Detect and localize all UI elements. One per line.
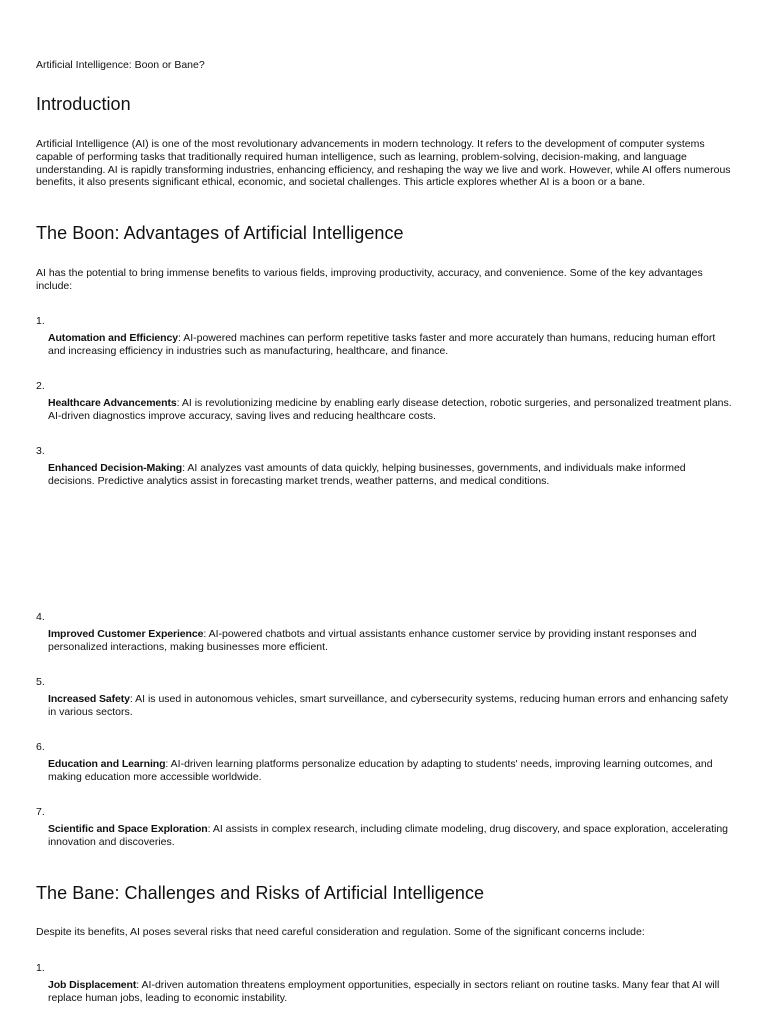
list-item-description: : AI-driven learning platforms personalize education by adapting to students' needs, improving learning outcomes, and making education more accessible worldwide. bbox=[48, 758, 713, 783]
list-item-number: 3. bbox=[36, 445, 45, 457]
introduction-heading: Introduction bbox=[36, 94, 131, 114]
boon-heading: The Boon: Advantages of Artificial Intelligence bbox=[36, 223, 404, 243]
list-item-term: Enhanced Decision-Making bbox=[48, 462, 183, 474]
list-item bbox=[48, 628, 734, 654]
list-item-number: 1. bbox=[36, 315, 45, 327]
list-item bbox=[48, 332, 734, 358]
bane-intro-paragraph: Despite its benefits, AI poses several risks that need careful consideration and regulation. Some of the significant concerns include: bbox=[36, 926, 645, 938]
list-item bbox=[48, 693, 734, 719]
list-item-description: : AI is used in autonomous vehicles, smart surveillance, and cybersecurity systems, reducing human errors and enhancing safety in various sectors. bbox=[48, 693, 729, 718]
list-item-number: 5. bbox=[36, 676, 45, 688]
list-item-number: 6. bbox=[36, 741, 45, 753]
list-item-description: : AI analyzes vast amounts of data quickly, helping businesses, governments, and individuals make informed decisions. Predictive analytics assist in forecasting market trends, weather patterns, and medical conditions. bbox=[48, 462, 686, 487]
list-item-number: 2. bbox=[36, 380, 45, 392]
document-title: Artificial Intelligence: Boon or Bane? bbox=[36, 59, 205, 71]
list-item bbox=[48, 979, 734, 1005]
list-item-term: Automation and Efficiency bbox=[48, 332, 178, 344]
list-item-term: Scientific and Space Exploration bbox=[48, 823, 208, 835]
boon-intro-paragraph: AI has the potential to bring immense benefits to various fields, improving productivity, accuracy, and convenience. Some of the key advantages include: bbox=[36, 267, 703, 292]
bane-heading: The Bane: Challenges and Risks of Artificial Intelligence bbox=[36, 883, 485, 903]
list-item-term: Increased Safety bbox=[48, 693, 130, 705]
list-item bbox=[48, 758, 734, 784]
list-item-description: : AI assists in complex research, including climate modeling, drug discovery, and space exploration, accelerating innovation and discoveries. bbox=[48, 823, 728, 848]
list-item-term: Education and Learning bbox=[48, 758, 166, 770]
list-item-term: Job Displacement bbox=[48, 979, 137, 991]
list-item bbox=[48, 823, 734, 849]
list-item-number: 7. bbox=[36, 806, 45, 818]
list-item bbox=[48, 397, 734, 423]
list-item bbox=[48, 462, 734, 488]
list-item-description: : AI-powered chatbots and virtual assistants enhance customer service by providing instant responses and personalized interactions, making businesses more efficient. bbox=[48, 628, 697, 653]
list-item-term: Improved Customer Experience bbox=[48, 628, 204, 640]
list-item-number: 4. bbox=[36, 611, 45, 623]
introduction-paragraph: Artificial Intelligence (AI) is one of the most revolutionary advancements in modern technology. It refers to the development of computer systems capable of performing tasks that traditionally required human intelligence, such as learning, problem-solving, decision-making, and language understanding. AI is rapidly transforming industries, enhancing efficiency, and reshaping the way we live and work. However, while AI offers numerous benefits, it also presents significant ethical, economic, and societal challenges. This article explores whether AI is a boon or a bane. bbox=[36, 138, 731, 189]
list-item-description: : AI is revolutionizing medicine by enabling early disease detection, robotic surgeries, and personalized treatment plans. AI-driven diagnostics improve accuracy, saving lives and reducing healthcare costs. bbox=[48, 397, 732, 422]
list-item-term: Healthcare Advancements bbox=[48, 397, 177, 409]
list-item-number: 1. bbox=[36, 962, 45, 974]
list-item-description: : AI-driven automation threatens employment opportunities, especially in sectors reliant on routine tasks. Many fear that AI will replace human jobs, leading to economic instability. bbox=[48, 979, 720, 1004]
list-item-description: : AI-powered machines can perform repetitive tasks faster and more accurately than humans, reducing human effort and increasing efficiency in industries such as manufacturing, healthcare, and finance. bbox=[48, 332, 716, 357]
